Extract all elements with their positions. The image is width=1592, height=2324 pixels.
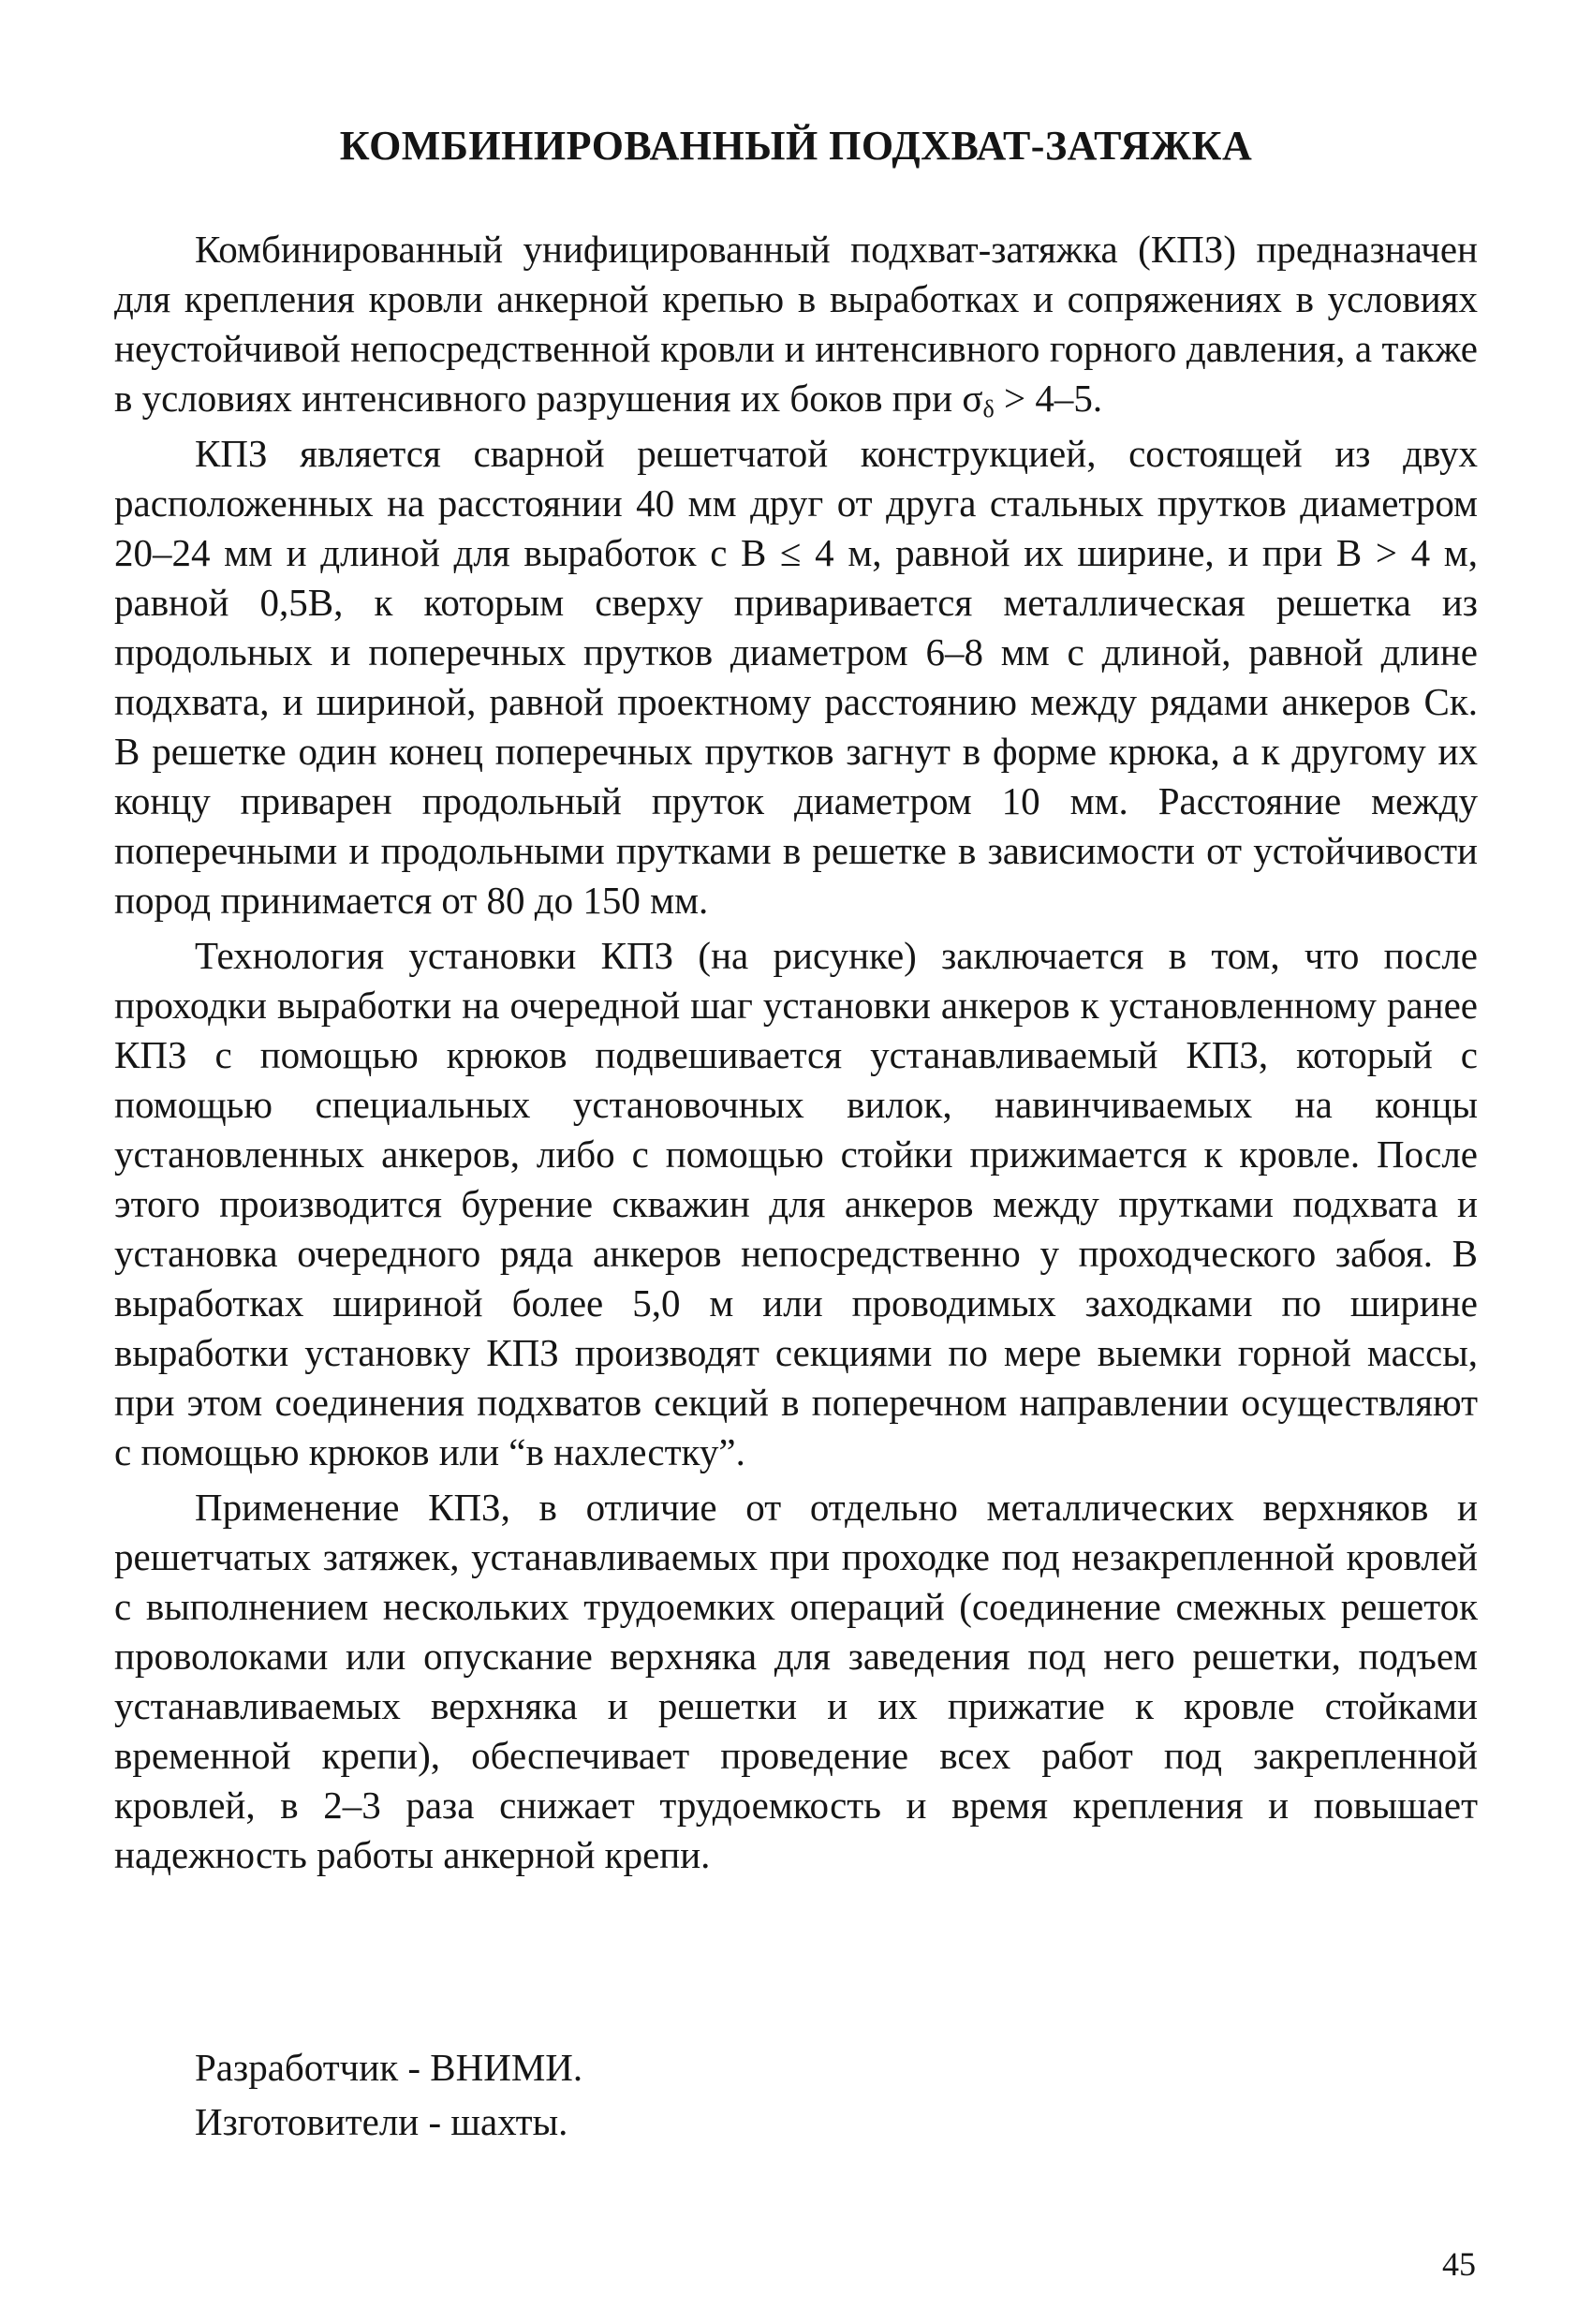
body-text (114, 225, 1478, 1886)
manufacturers-line: Изготовители - шахты. (195, 2100, 568, 2143)
credits (195, 2040, 582, 2149)
paragraph-2: КПЗ является сварной решетчатой конструкцией, состоящей из двух расположенных на расстоянии 40 мм друг от друга стальных прутков диаметром 20–24 мм и длиной для выработок с B ≤ 4 м, равной их ширине, и при B > 4 м, равной 0,5B, к которым сверху приваривается металлическая решетка из продольных и поперечных прутков диаметром 6–8 мм с длиной, равной длине подхвата, и шириной, равной проектному расстоянию между рядами анкеров Cк. В решетке один конец поперечных прутков загнут в форме крюка, а к другому их концу приварен продольный пруток диаметром 10 мм. Расстояние между поперечными и продольными прутками в решетке в зависимости от устойчивости пород принимается от 80 до 150 мм. (114, 432, 1478, 922)
paragraph-3: Технология установки КПЗ (на рисунке) заключается в том, что после проходки выработки на очередной шаг установки анкеров к установленному ранее КПЗ с помощью крюков подвешивается устанавливаемый КПЗ, который с помощью специальных установочных вилок, навинчиваемых на концы установленных анкеров, либо с помощью стойки прижимается к кровле. После этого производится бурение скважин для анкеров между прутками подхвата и установка очередного ряда анкеров непосредственно у проходческого забоя. В выработках шириной более 5,0 м или проводимых заходками по ширине выработки установку КПЗ производят секциями по мере выемки горной массы, при этом соединения подхватов секций в поперечном направлении осуществляют с помощью крюков или “в нахлестку”. (114, 934, 1478, 1473)
developer-line: Разработчик - ВНИМИ. (195, 2046, 583, 2089)
sigma-subscript: δ (982, 395, 995, 422)
paragraph-1-tail: > 4–5. (994, 377, 1103, 420)
page-number: 45 (1442, 2245, 1476, 2283)
paragraph-1-text: Комбинированный унифицированный подхват-затяжка (КПЗ) предназначен для крепления кровли анкерной крепью в выработках и сопряжениях в условиях неустойчивой непосредственной кровли и интенсивного горного давления, а также в условиях интенсивного разрушения их боков при σ (114, 228, 1478, 420)
paragraph-1 (114, 225, 1478, 423)
paragraph-4: Применение КПЗ, в отличие от отдельно металлических верхняков и решетчатых затяжек, устанавливаемых при проходке под незакрепленной кровлей с выполнением нескольких трудоемких операций (соединение смежных решеток проволоками или опускание верхняка для заведения под него решетки, подъем устанавливаемых верхняка и решетки и их прижатие к кровле стойками временной крепи), обеспечивает проведение всех работ под закрепленной кровлей, в 2–3 раза снижает трудоемкость и время крепления и повышает надежность работы анкерной крепи. (114, 1486, 1478, 1876)
page-title: КОМБИНИРОВАННЫЙ ПОДХВАТ-ЗАТЯЖКА (339, 123, 1253, 169)
